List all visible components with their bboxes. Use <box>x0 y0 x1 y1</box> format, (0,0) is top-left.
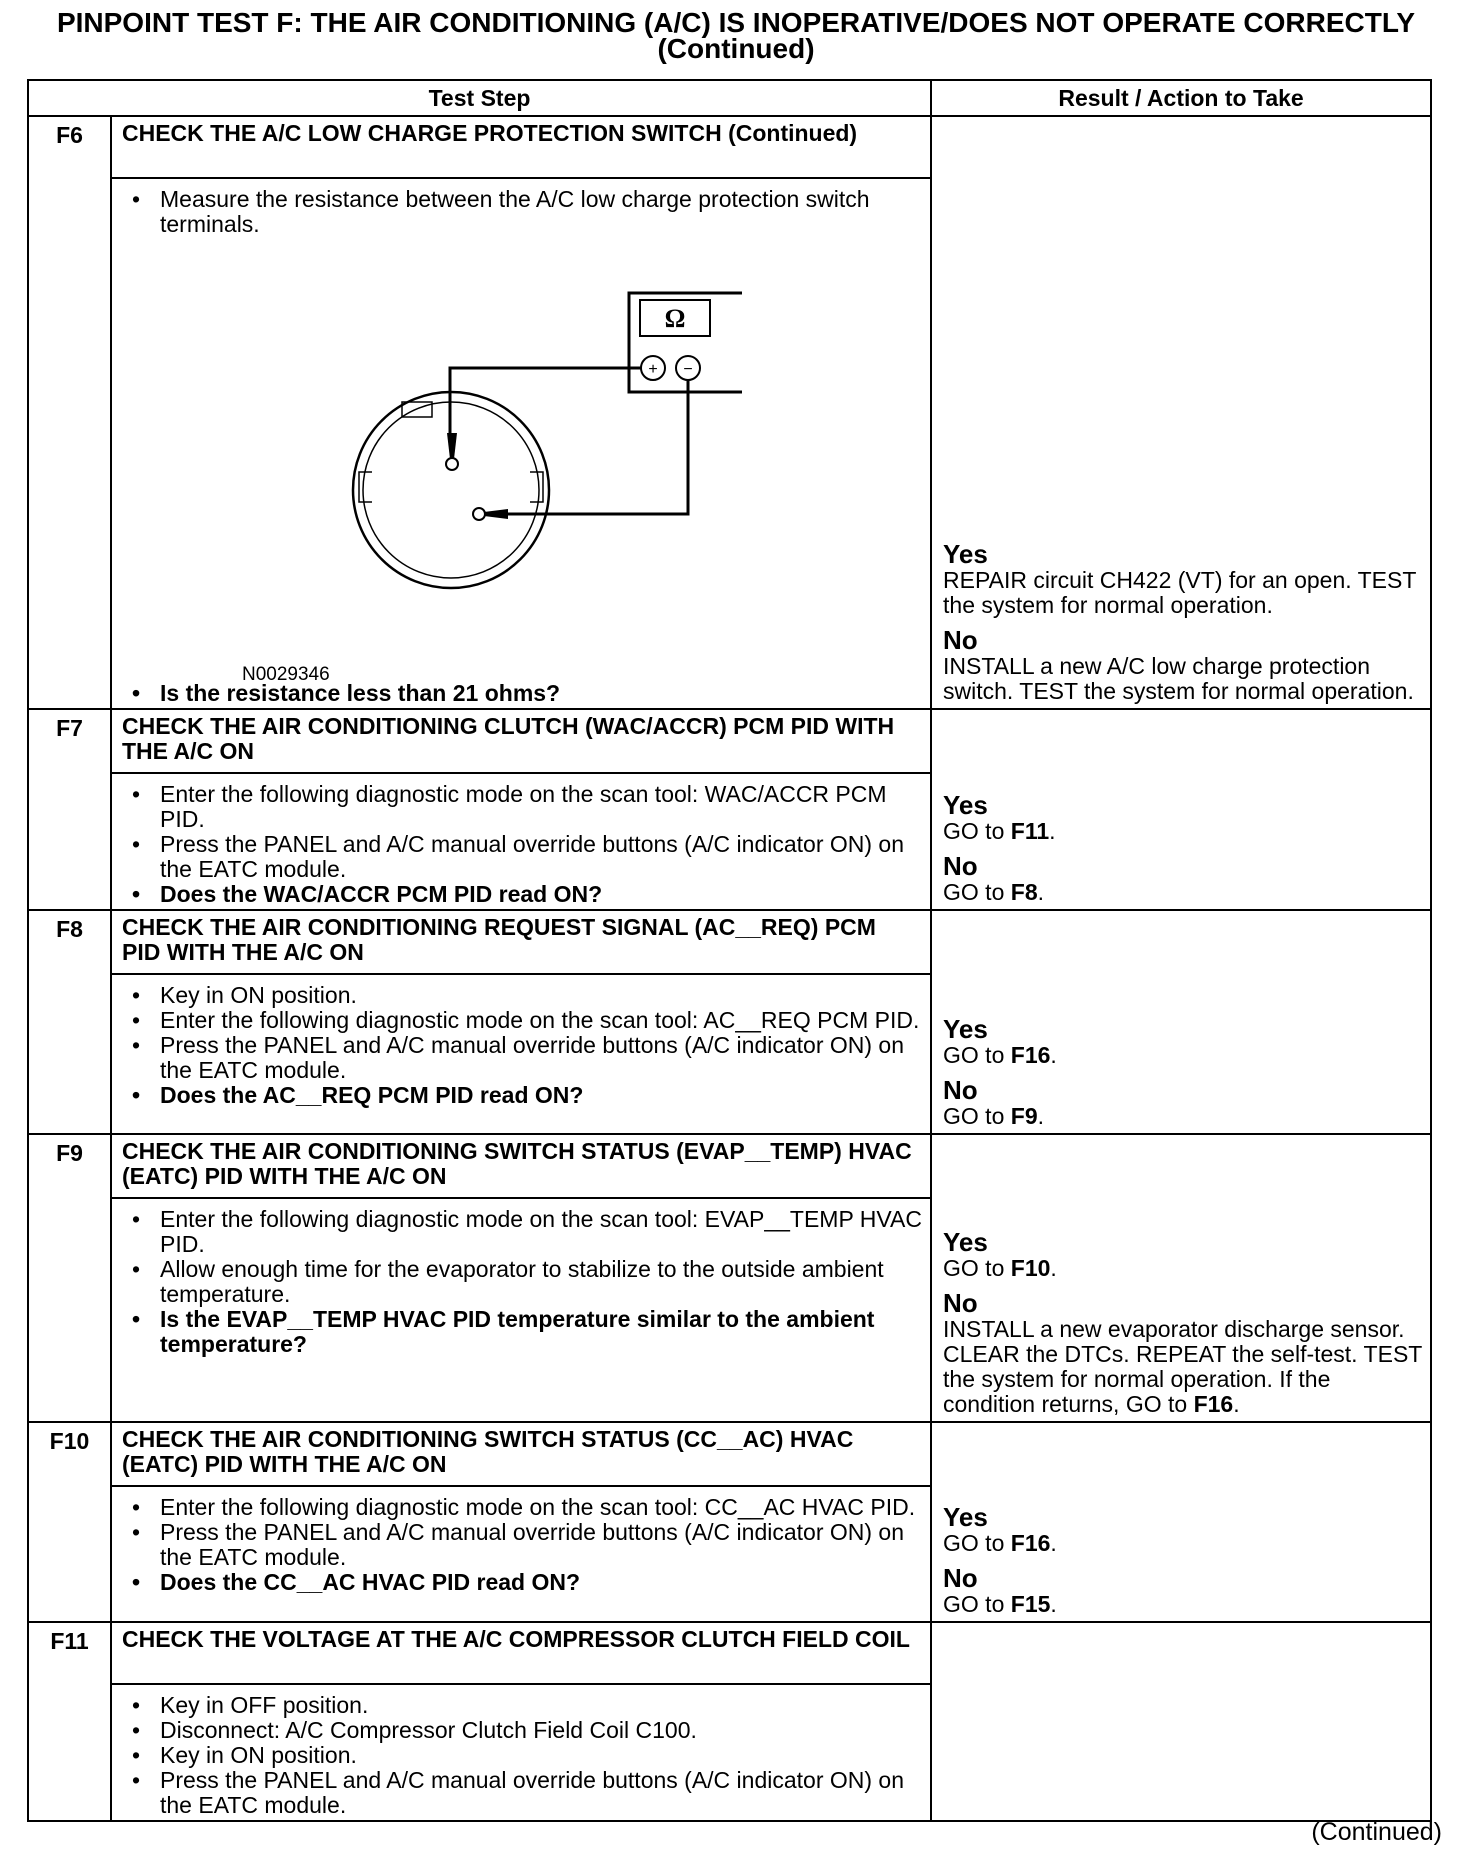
no-label: No <box>943 625 978 655</box>
plus-sign: + <box>648 361 658 378</box>
yes-label: Yes <box>943 1502 988 1532</box>
probe-tip-1 <box>447 433 457 459</box>
step-id: F6 <box>28 116 111 709</box>
yes-label: Yes <box>943 1014 988 1044</box>
step-heading: CHECK THE AIR CONDITIONING CLUTCH (WAC/ACCR) PCM PID WITH THE A/C ON <box>111 709 931 773</box>
result-cell-f11 <box>931 1622 1431 1821</box>
no-label: No <box>943 1288 978 1318</box>
step-id: F9 <box>28 1134 111 1422</box>
yes-label: Yes <box>943 790 988 820</box>
goto-step-link[interactable]: F15 <box>1010 1591 1051 1617</box>
question: • Does the CC__AC HVAC PID read ON? <box>122 1570 922 1595</box>
step-f9-heading-row <box>28 1134 1431 1198</box>
instruction: • Disconnect: A/C Compressor Clutch Field Coil C100. <box>122 1718 922 1743</box>
switch-terminal-2 <box>473 508 485 520</box>
figure-id: N0029346 <box>242 664 330 685</box>
step-f11-heading-row <box>28 1622 1431 1684</box>
positive-lead <box>450 368 641 433</box>
goto-step-link[interactable]: F9 <box>1010 1103 1038 1129</box>
result-cell-f8 <box>931 910 1431 1134</box>
continued-note: (Continued) <box>1311 1818 1442 1846</box>
resistance-diagram <box>122 237 742 685</box>
instruction: • Enter the following diagnostic mode on the scan tool: AC__REQ PCM PID. <box>122 1008 922 1033</box>
step-f8-heading-row <box>28 910 1431 974</box>
instruction: • Key in OFF position. <box>122 1693 922 1718</box>
instruction: • Enter the following diagnostic mode on the scan tool: WAC/ACCR PCM PID. <box>122 782 922 832</box>
yes-action: GO to F11. <box>943 818 1056 844</box>
pinpoint-test-table <box>27 79 1432 1822</box>
yes-label: Yes <box>943 539 988 569</box>
no-label: No <box>943 851 978 881</box>
step-heading: CHECK THE AIR CONDITIONING SWITCH STATUS (CC__AC) HVAC (EATC) PID WITH THE A/C ON <box>111 1422 931 1486</box>
header-row <box>28 80 1431 116</box>
instruction: • Key in ON position. <box>122 983 922 1008</box>
no-label: No <box>943 1563 978 1593</box>
no-action: INSTALL a new evaporator discharge sensor. CLEAR the DTCs. REPEAT the self-test. TEST the system for normal operation. If the condition returns, GO to F16. <box>943 1316 1422 1417</box>
step-id: F8 <box>28 910 111 1134</box>
yes-action: GO to F16. <box>943 1042 1057 1068</box>
goto-step-link[interactable]: F11 <box>1010 818 1050 844</box>
instruction: • Key in ON position. <box>122 1743 922 1768</box>
instruction: • Enter the following diagnostic mode on the scan tool: EVAP__TEMP HVAC PID. <box>122 1207 922 1257</box>
yes-label: Yes <box>943 1227 988 1257</box>
step-body <box>111 1486 931 1622</box>
page-title <box>0 7 1472 64</box>
step-heading: CHECK THE AIR CONDITIONING REQUEST SIGNAL (AC__REQ) PCM PID WITH THE A/C ON <box>111 910 931 974</box>
step-f10-heading-row <box>28 1422 1431 1486</box>
goto-step-link[interactable]: F16 <box>1010 1530 1051 1556</box>
result-cell-f9 <box>931 1134 1431 1422</box>
no-action: GO to F8. <box>943 879 1044 905</box>
step-heading: CHECK THE VOLTAGE AT THE A/C COMPRESSOR CLUTCH FIELD COIL <box>111 1622 931 1684</box>
question: • Does the AC__REQ PCM PID read ON? <box>122 1083 922 1108</box>
no-action: INSTALL a new A/C low charge protection switch. TEST the system for normal operation. <box>943 653 1414 704</box>
question: • Does the WAC/ACCR PCM PID read ON? <box>122 882 922 907</box>
step-heading: CHECK THE A/C LOW CHARGE PROTECTION SWITCH (Continued) <box>111 116 931 178</box>
question: • Is the EVAP__TEMP HVAC PID temperature similar to the ambient temperature? <box>122 1307 922 1357</box>
step-body <box>111 178 931 709</box>
result-cell-f7 <box>931 709 1431 910</box>
negative-lead <box>508 380 688 514</box>
title-line-1: PINPOINT TEST F: THE AIR CONDITIONING (A/C) IS INOPERATIVE/DOES NOT OPERATE CORRECTLY <box>56 7 1416 38</box>
instruction: • Allow enough time for the evaporator to stabilize to the outside ambient temperature. <box>122 1257 922 1307</box>
probe-tip-2 <box>484 509 508 519</box>
yes-action: GO to F16. <box>943 1530 1057 1556</box>
step-body <box>111 1684 931 1821</box>
step-body <box>111 974 931 1134</box>
instruction: • Enter the following diagnostic mode on the scan tool: CC__AC HVAC PID. <box>122 1495 922 1520</box>
step-id: F7 <box>28 709 111 910</box>
step-f6-heading-row <box>28 116 1431 178</box>
no-action: GO to F9. <box>943 1103 1044 1129</box>
instruction: • Press the PANEL and A/C manual override buttons (A/C indicator ON) on the EATC module. <box>122 1520 922 1570</box>
step-f7-heading-row <box>28 709 1431 773</box>
switch-terminal-1 <box>446 458 458 470</box>
step-heading: CHECK THE AIR CONDITIONING SWITCH STATUS (EVAP__TEMP) HVAC (EATC) PID WITH THE A/C ON <box>111 1134 931 1198</box>
result-cell-f10 <box>931 1422 1431 1622</box>
instruction: • Press the PANEL and A/C manual override buttons (A/C indicator ON) on the EATC module. <box>122 1768 922 1818</box>
goto-step-link[interactable]: F10 <box>1010 1255 1051 1281</box>
step-id: F11 <box>28 1622 111 1821</box>
no-label: No <box>943 1075 978 1105</box>
minus-sign: − <box>683 361 693 378</box>
instruction: • Press the PANEL and A/C manual override buttons (A/C indicator ON) on the EATC module. <box>122 832 922 882</box>
yes-action: REPAIR circuit CH422 (VT) for an open. TEST the system for normal operation. <box>943 567 1416 618</box>
yes-action: GO to F10. <box>943 1255 1057 1281</box>
step-body <box>111 773 931 910</box>
no-action: GO to F15. <box>943 1591 1057 1617</box>
step-id: F10 <box>28 1422 111 1622</box>
goto-step-link[interactable]: F16 <box>1193 1391 1234 1417</box>
title-line-2: (Continued) <box>657 33 815 64</box>
goto-step-link[interactable]: F16 <box>1010 1042 1051 1068</box>
header-test-step: Test Step <box>28 80 931 116</box>
ohm-symbol: Ω <box>664 304 686 333</box>
header-result: Result / Action to Take <box>931 80 1431 116</box>
result-cell-f6 <box>931 116 1431 709</box>
ohmmeter-circuit-figure <box>122 237 742 667</box>
step-body <box>111 1198 931 1422</box>
goto-step-link[interactable]: F8 <box>1010 879 1038 905</box>
question: • Is the resistance less than 21 ohms? <box>122 681 922 706</box>
instruction: • Measure the resistance between the A/C low charge protection switch terminals. <box>122 187 922 237</box>
instruction: • Press the PANEL and A/C manual override buttons (A/C indicator ON) on the EATC module. <box>122 1033 922 1083</box>
